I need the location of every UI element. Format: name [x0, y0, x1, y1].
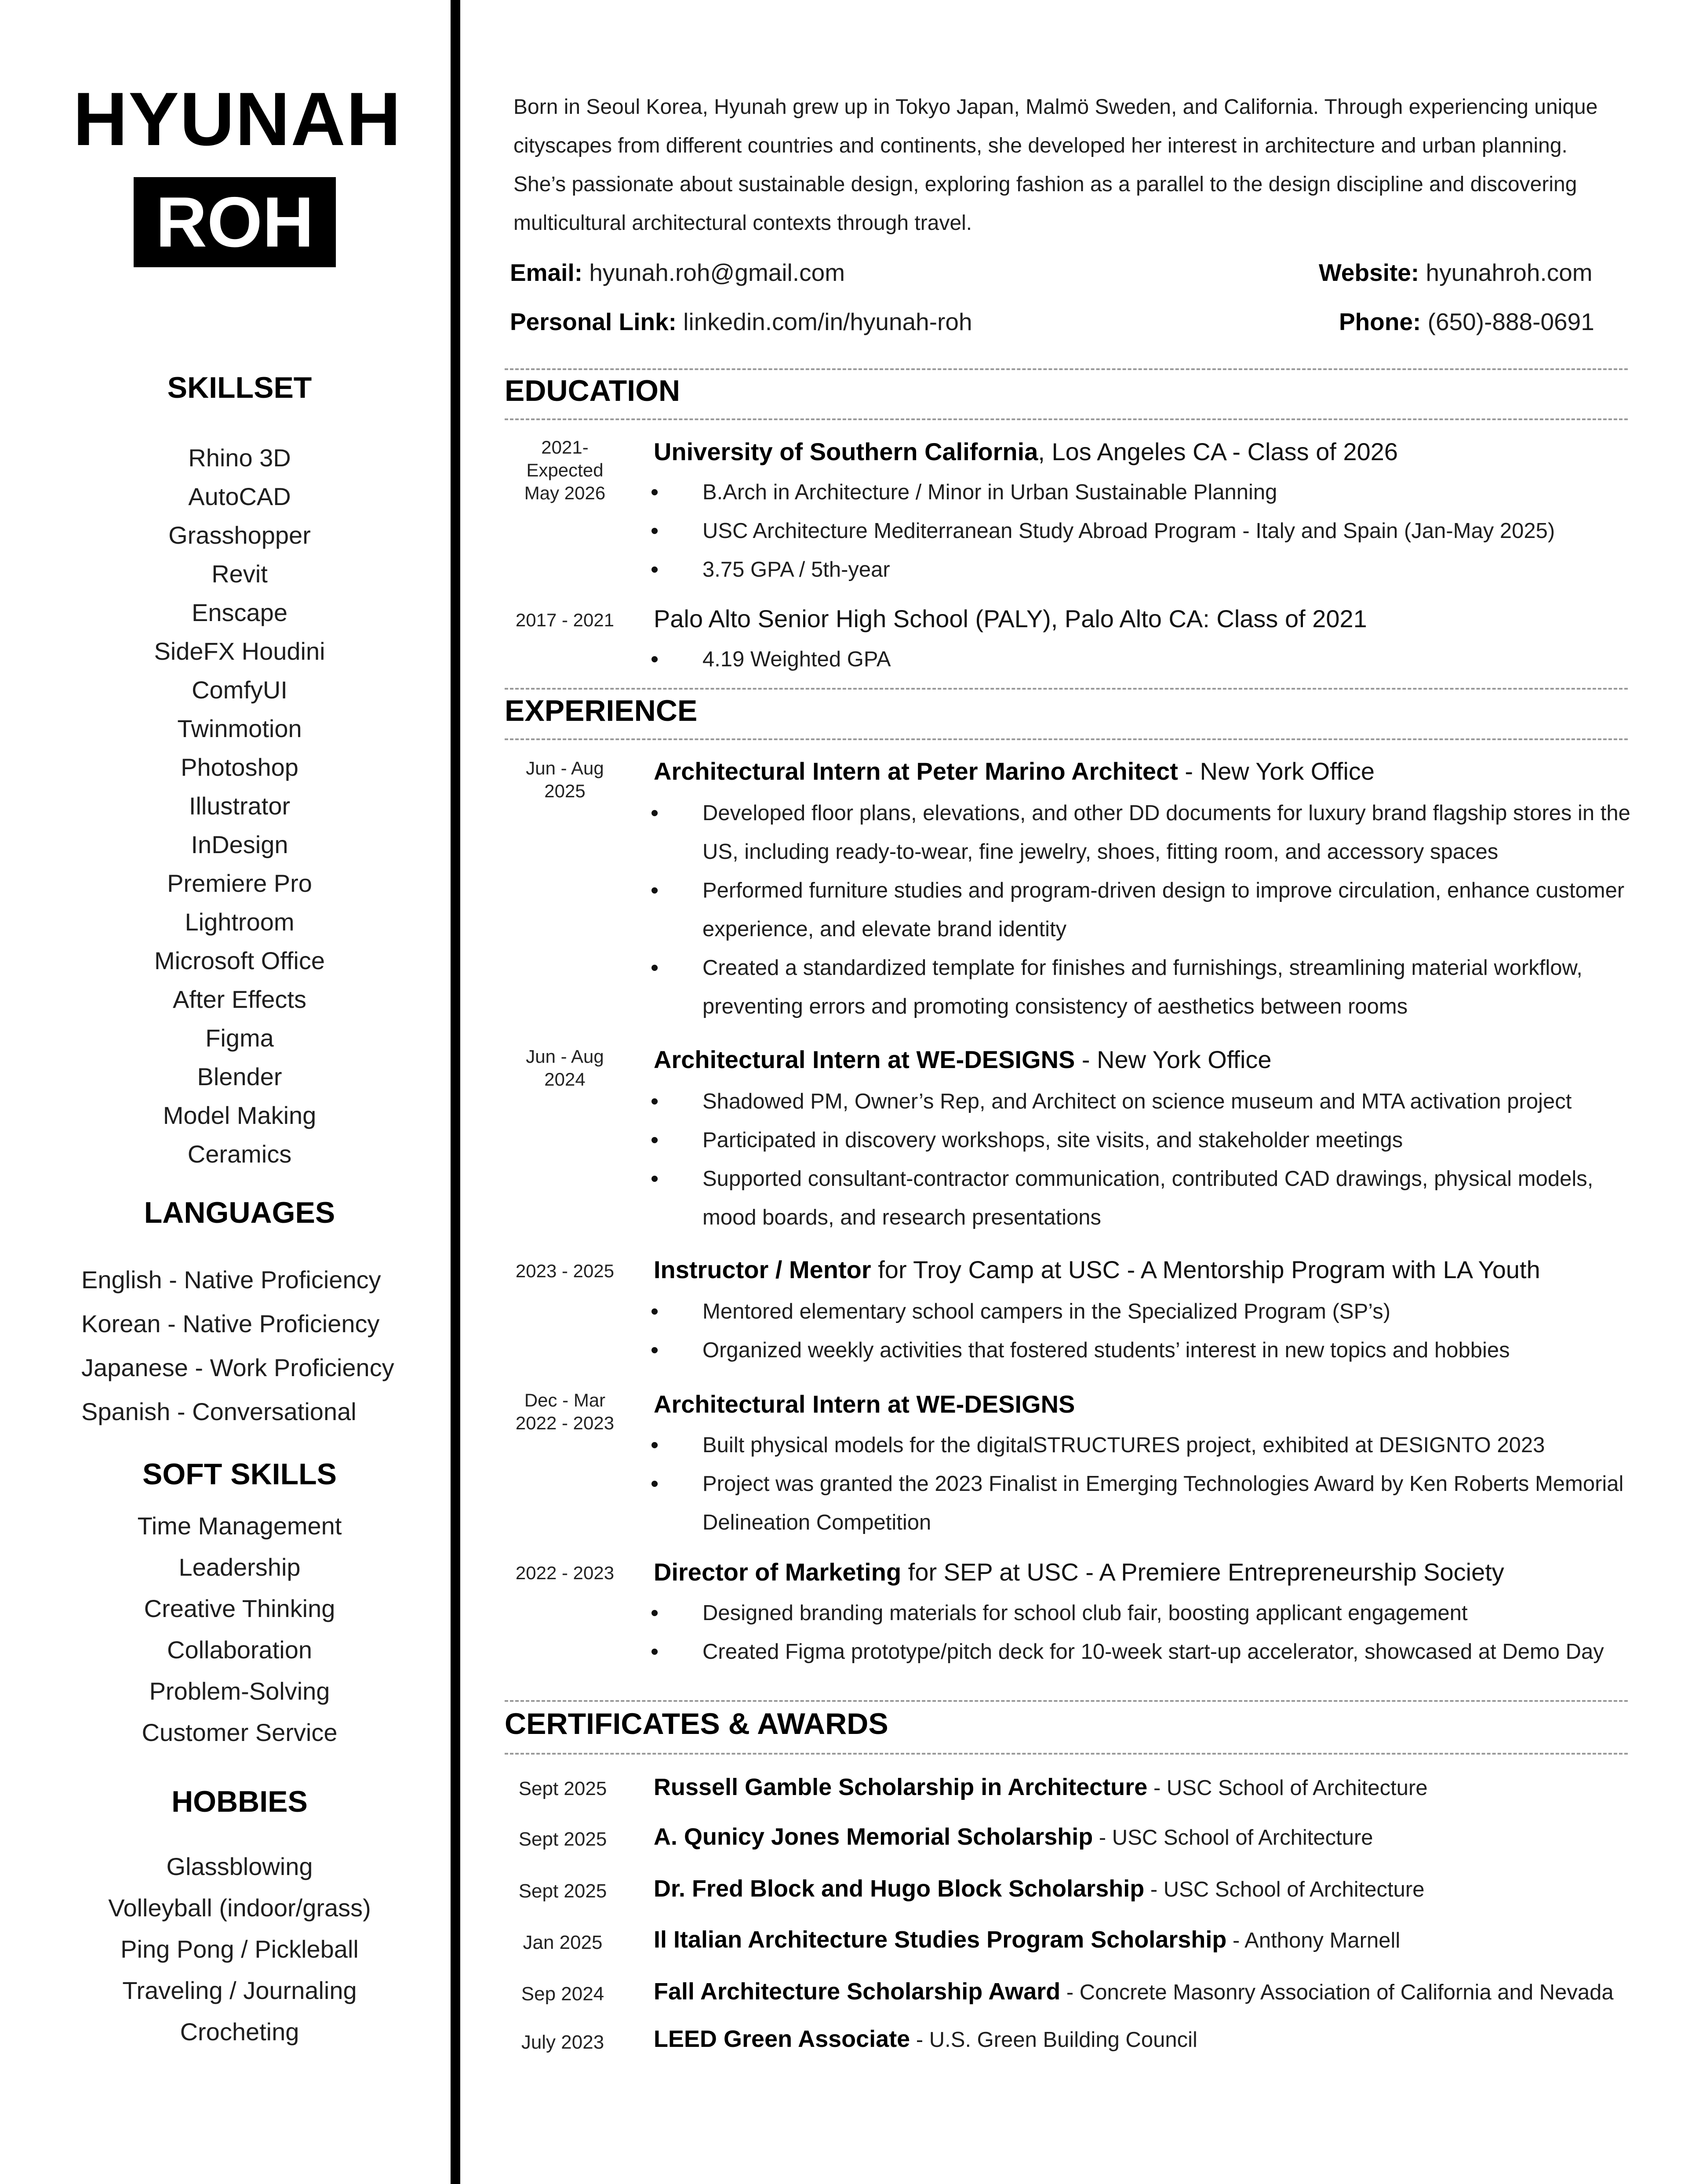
exp-rest: - New York Office [1178, 757, 1375, 785]
awards-heading: CERTIFICATES & AWARDS [505, 1707, 888, 1741]
exp-org: for Troy Camp at USC [871, 1256, 1120, 1283]
exp-title [654, 757, 1375, 785]
hobby-item: Volleyball (indoor/grass) [108, 1894, 371, 1922]
bullet-item: • Mentored elementary school campers in the Specialized Program (SP’s) [651, 1292, 1644, 1331]
edu-date: 2017 - 2021 [515, 610, 615, 630]
soft-skill-item: Time Management [137, 1512, 342, 1540]
skill-item: Blender [197, 1063, 282, 1090]
divider [505, 738, 1628, 740]
bullet-item: • Shadowed PM, Owner’s Rep, and Architect on science museum and MTA activation project [651, 1082, 1644, 1121]
exp-bullets [651, 1426, 1644, 1542]
email-line [510, 258, 845, 287]
skillset-heading: SKILLSET [167, 371, 312, 404]
exp-rest: - A Mentorship Program with LA Youth [1120, 1256, 1540, 1283]
edu-title [654, 604, 1367, 633]
soft-skill-item: Problem-Solving [149, 1677, 330, 1705]
soft-skill-item: Leadership [178, 1553, 301, 1581]
award-date: Sept 2025 [518, 1880, 607, 1902]
exp-title [654, 1558, 1504, 1586]
award-issuer: - Concrete Masonry Association of California and Nevada [1060, 1980, 1614, 2004]
exp-rest: - A Premiere Entrepreneurship Society [1078, 1558, 1504, 1586]
skills-list [0, 439, 479, 1174]
divider [505, 1753, 1628, 1755]
bullet-item: • Project was granted the 2023 Finalist in Emerging Technologies Award by Ken Roberts Memorial Delineation Competition [651, 1464, 1644, 1542]
award-name: LEED Green Associate [654, 2026, 910, 2052]
exp-date: 2023 - 2025 [515, 1261, 615, 1281]
award-item [654, 1978, 1614, 2005]
skill-item: Revit [211, 560, 268, 588]
phone-line [1339, 308, 1594, 336]
award-issuer: - USC School of Architecture [1144, 1878, 1425, 1901]
email-label: Email: [510, 259, 583, 286]
bullet-item: • Created Figma prototype/pitch deck for 10-week start-up accelerator, showcased at Demo Day [651, 1632, 1644, 1671]
skill-item: Model Making [163, 1101, 316, 1129]
award-name: A. Qunicy Jones Memorial Scholarship [654, 1824, 1093, 1850]
exp-role: Architectural Intern at Peter Marino Architect [654, 757, 1178, 785]
skill-item: After Effects [173, 985, 306, 1013]
name-last: ROH [134, 177, 336, 267]
exp-title [654, 1390, 1075, 1418]
exp-rest: - New York Office [1075, 1046, 1272, 1073]
hobby-item: Crocheting [180, 2018, 299, 2046]
award-date: Sept 2025 [518, 1828, 607, 1850]
award-issuer: - U.S. Green Building Council [910, 2028, 1197, 2052]
award-issuer: - USC School of Architecture [1093, 1826, 1373, 1850]
exp-date: 2022 - 2023 [515, 1563, 615, 1583]
website-label: Website: [1319, 259, 1419, 286]
award-name: Dr. Fred Block and Hugo Block Scholarship [654, 1875, 1145, 1902]
hobby-item: Glassblowing [166, 1853, 313, 1880]
website-value[interactable]: hyunahroh.com [1426, 259, 1593, 286]
email-value[interactable]: hyunah.roh@gmail.com [589, 259, 845, 286]
bullet-item: • Performed furniture studies and program-driven design to improve circulation, enhance customer experience, and elevate brand identity [651, 871, 1644, 948]
skill-item: Microsoft Office [154, 947, 325, 974]
edu-bullets [651, 473, 1644, 589]
award-issuer: - USC School of Architecture [1147, 1776, 1428, 1800]
skill-item: Enscape [192, 599, 287, 626]
hobby-item: Traveling / Journaling [122, 1977, 357, 2004]
skill-item: Grasshopper [168, 521, 311, 549]
award-issuer: - Anthony Marnell [1226, 1929, 1401, 1952]
hobbies-list [0, 1846, 479, 2053]
bio-paragraph: Born in Seoul Korea, Hyunah grew up in Tokyo Japan, Malmö Sweden, and California. Through experiencing unique cityscapes from different countries and continents, she developed her interest in architecture and urban planning. She’s passionate about sustainable design, exploring fashion as a parallel to the design discipline and discovering multicultural architectural contexts through travel. [513, 95, 1598, 235]
name-first: HYUNAH [73, 77, 402, 161]
exp-role: Instructor / Mentor [654, 1256, 871, 1283]
bullet-item: • Designed branding materials for school club fair, boosting applicant engagement [651, 1594, 1644, 1632]
exp-role: Architectural Intern at WE-DESIGNS [654, 1390, 1075, 1418]
phone-label: Phone: [1339, 308, 1421, 335]
award-date: Sept 2025 [518, 1778, 607, 1799]
edu-org: University of Southern California [654, 438, 1038, 465]
language-item: Korean - Native Proficiency [81, 1310, 380, 1337]
education-heading: EDUCATION [505, 374, 680, 407]
bullet-item: • 3.75 GPA / 5th-year [651, 550, 1644, 589]
bullet-item: • USC Architecture Mediterranean Study Abroad Program - Italy and Spain (Jan-May 2025) [651, 512, 1644, 550]
bullet-item: • B.Arch in Architecture / Minor in Urban Sustainable Planning [651, 473, 1644, 512]
skill-item: Photoshop [181, 753, 298, 781]
bullet-item: • Supported consultant-contractor communication, contributed CAD drawings, physical models, mood boards, and research presentations [651, 1159, 1644, 1237]
hobby-item: Ping Pong / Pickleball [120, 1935, 359, 1963]
edu-title [654, 437, 1398, 466]
exp-bullets [651, 1594, 1644, 1671]
divider [505, 1700, 1628, 1702]
award-name: Russell Gamble Scholarship in Architecture [654, 1774, 1148, 1800]
divider [505, 418, 1628, 420]
skill-item: Premiere Pro [167, 869, 312, 897]
exp-role: Director of Marketing [654, 1558, 902, 1586]
soft-skills-heading: SOFT SKILLS [142, 1457, 337, 1491]
award-item [654, 1926, 1400, 1953]
linkedin-label: Personal Link: [510, 308, 677, 335]
divider [505, 688, 1628, 690]
exp-title [654, 1045, 1272, 1074]
bullet-item: • Organized weekly activities that fostered students’ interest in new topics and hobbies [651, 1331, 1644, 1370]
skill-item: Figma [205, 1024, 274, 1052]
award-date: Jan 2025 [523, 1932, 603, 1953]
award-item [654, 2025, 1197, 2053]
exp-date: Jun - Aug 2024 [526, 1046, 604, 1090]
divider [505, 368, 1628, 370]
award-date: Sep 2024 [521, 1983, 604, 2005]
bullet-item: • Created a standardized template for finishes and furnishings, streamlining material workflow, preventing errors and promoting consistency of aesthetics between rooms [651, 948, 1644, 1026]
skill-item: Illustrator [189, 792, 291, 820]
exp-date: Jun - Aug 2025 [526, 758, 604, 801]
edu-rest: , Los Angeles CA - Class of 2026 [1038, 438, 1398, 465]
award-name: Fall Architecture Scholarship Award [654, 1978, 1061, 2005]
skill-item: SideFX Houdini [154, 637, 325, 665]
bullet-item: • Developed floor plans, elevations, and other DD documents for luxury brand flagship stores in the US, including ready-to-wear, fine jewelry, shoes, fitting room, and accessory spaces [651, 794, 1644, 871]
skill-item: AutoCAD [188, 483, 291, 510]
skill-item: ComfyUI [192, 676, 287, 704]
skill-item: Rhino 3D [188, 444, 291, 472]
language-item: English - Native Proficiency [81, 1266, 381, 1294]
award-item [654, 1875, 1424, 1902]
edu-date: 2021- Expected May 2026 [524, 437, 606, 503]
soft-skill-item: Customer Service [142, 1719, 338, 1746]
languages-heading: LANGUAGES [144, 1196, 335, 1229]
language-item: Japanese - Work Proficiency [81, 1354, 394, 1381]
exp-role: Architectural Intern at WE-DESIGNS [654, 1046, 1075, 1073]
bullet-item: • Built physical models for the digitalSTRUCTURES project, exhibited at DESIGNTO 2023 [651, 1426, 1644, 1464]
linkedin-line [510, 308, 972, 336]
edu-bullets [651, 640, 1644, 679]
exp-bullets [651, 794, 1644, 1026]
award-name: Il Italian Architecture Studies Program Scholarship [654, 1926, 1227, 1953]
edu-rest: Palo Alto Senior High School (PALY), Palo Alto CA: Class of 2021 [654, 605, 1367, 632]
skill-item: Ceramics [187, 1140, 292, 1168]
languages-list [81, 1258, 394, 1434]
award-item [654, 1823, 1373, 1850]
award-date: July 2023 [521, 2031, 604, 2053]
bullet-item: • 4.19 Weighted GPA [651, 640, 1644, 679]
exp-bullets [651, 1082, 1644, 1237]
exp-bullets [651, 1292, 1644, 1370]
soft-skills-list [0, 1505, 479, 1753]
exp-date: Dec - Mar 2022 - 2023 [515, 1390, 615, 1433]
award-item [654, 1773, 1428, 1801]
website-line [1319, 258, 1593, 287]
exp-title [654, 1255, 1540, 1284]
skill-item: Lightroom [185, 908, 295, 936]
soft-skill-item: Collaboration [167, 1636, 312, 1664]
hobbies-heading: HOBBIES [171, 1785, 308, 1818]
language-item: Spanish - Conversational [81, 1398, 357, 1425]
soft-skill-item: Creative Thinking [144, 1595, 335, 1622]
skill-item: Twinmotion [177, 715, 302, 742]
linkedin-value[interactable]: linkedin.com/in/hyunah-roh [683, 308, 972, 335]
bullet-item: • Participated in discovery workshops, site visits, and stakeholder meetings [651, 1121, 1644, 1159]
skill-item: InDesign [191, 831, 288, 858]
phone-value[interactable]: (650)-888-0691 [1427, 308, 1594, 335]
experience-heading: EXPERIENCE [505, 694, 698, 727]
exp-org: for SEP at USC [901, 1558, 1079, 1586]
